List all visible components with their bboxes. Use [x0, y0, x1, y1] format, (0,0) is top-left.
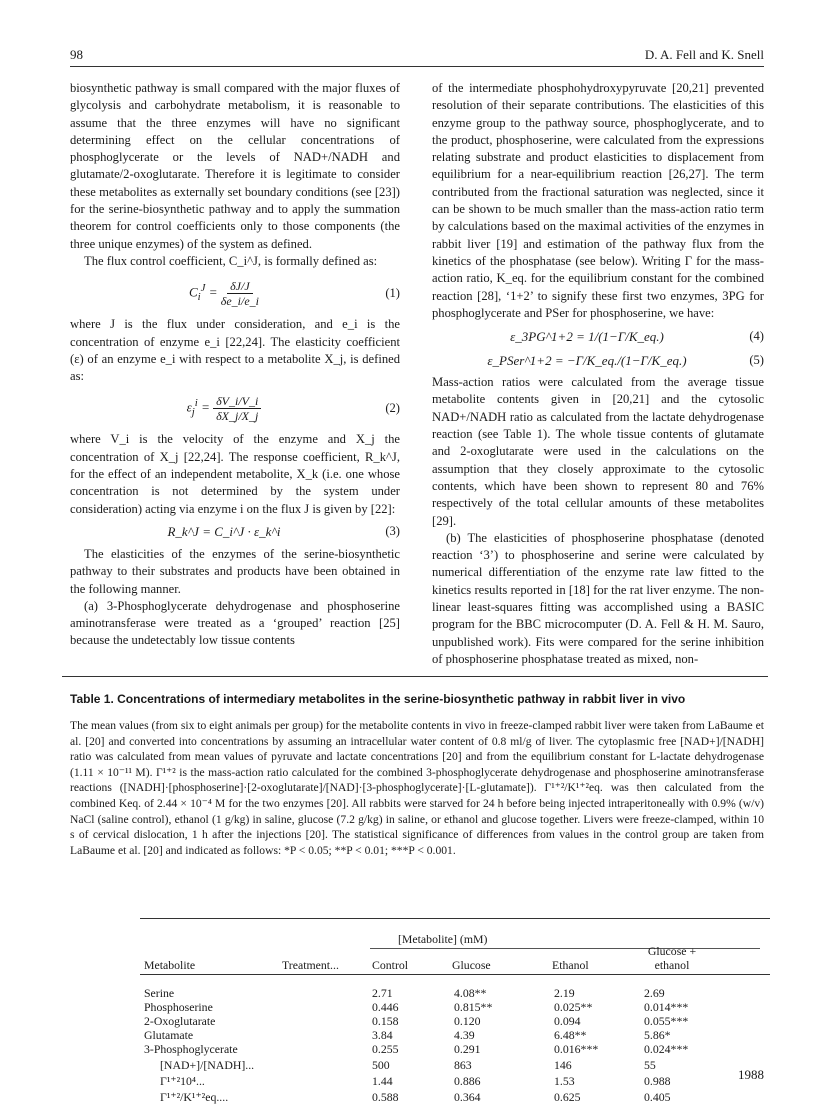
- table-cell-name: [NAD+]/[NADH]...: [160, 1058, 255, 1072]
- table-cell-name: 3-Phosphoglycerate: [144, 1042, 238, 1056]
- table-cell-name: Phosphoserine: [144, 1000, 213, 1014]
- equation-5: [432, 350, 764, 370]
- table-cell-control: 2.71: [372, 986, 393, 1000]
- table-cell-name: Glutamate: [144, 1028, 194, 1042]
- table-row: [140, 1042, 770, 1056]
- table-cell-control: 3.84: [372, 1028, 393, 1042]
- table-col-metabolite: Metabolite: [144, 958, 196, 972]
- table-cell-glucose: 4.39: [454, 1028, 475, 1042]
- page-year: 1988: [738, 1067, 764, 1082]
- table-cell-ethanol: 0.094: [554, 1014, 581, 1028]
- table-title: Table 1. Concentrations of intermediary metabolites in the serine-biosynthetic pathway in rabbit liver in vivo: [70, 692, 686, 706]
- table-cell-control: 0.255: [372, 1042, 399, 1056]
- table-cell-control: 0.158: [372, 1014, 399, 1028]
- table-header-rule-bottom: [140, 974, 770, 975]
- table-col-glucose-ethanol-line1: Glucose +: [647, 944, 697, 958]
- table-col-ethanol: Ethanol: [552, 958, 589, 972]
- table-row: [140, 1090, 770, 1104]
- table-col-control: Control: [372, 958, 409, 972]
- table-row: [140, 986, 770, 1000]
- right-paragraph-1: of the intermediate phosphohydroxypyruvate [20,21] prevented resolution of their separate contributions. The elasticities of this enzyme group to the pathway source, phosphoglycerate, and to the product, phosphoserine, were calculated from the expressions relating substrate and product elasticities to displacement from equilibrium for a near-equilibrium reaction [26,27]. The term contributed from the fractional saturation was neglected, since it can be shown to be much smaller than the mass-action ratio term by calculations based on the maximal activities of the enzymes in rabbit liver [19] and estimation of the pathway flux from the kinetics of the phosphatase (see below). Writing Γ for the mass-action ratio, K_eq. for the equilibrium constant for the combined reaction [28], ‘1+2’ to signify these first two enzymes, 3PG for phosphoglycerate and PSer for phosphoserine, we have:: [432, 81, 764, 320]
- equation-4-body: ε_3PG^1+2 = 1/(1−Γ/K_eq.): [510, 328, 664, 344]
- table-cell-ethanol: 0.016***: [554, 1042, 599, 1056]
- table-cell-ethanol: 1.53: [554, 1074, 575, 1088]
- table-cell-ge: 0.055***: [644, 1014, 689, 1028]
- left-paragraph-2: The flux control coefficient, C_i^J, is formally defined as:: [84, 253, 378, 268]
- table-cell-glucose: 0.886: [454, 1074, 481, 1088]
- table-cell-ge: 2.69: [644, 986, 665, 1000]
- table-cell-glucose: 0.815**: [454, 1000, 493, 1014]
- table-header-rule-top: [140, 918, 770, 919]
- table-cell-name: Γ¹⁺²/K¹⁺²eq....: [160, 1090, 229, 1104]
- equation-1: $C_i^J$ = $\frac{\delta J/J}{\delta e\_i/e\_i}$ (1): [188, 278, 400, 308]
- equation-2-number: (2): [385, 400, 400, 415]
- equation-1-numerator: δJ/J: [227, 279, 253, 294]
- right-column: [432, 80, 764, 668]
- table-cell-ethanol: 0.025**: [554, 1000, 593, 1014]
- table-cell-control: 0.588: [372, 1090, 399, 1104]
- table-cell-control: 1.44: [372, 1074, 393, 1088]
- table-cell-control: 500: [372, 1058, 390, 1072]
- equation-2-lhs: ε: [186, 399, 192, 415]
- equation-3-number: (3): [385, 524, 400, 539]
- table-cell-glucose: 0.364: [454, 1090, 481, 1104]
- equation-1-number: (1): [385, 285, 400, 300]
- table-cell-glucose: 0.120: [454, 1014, 481, 1028]
- table-cell-glucose: 4.08**: [454, 986, 487, 1000]
- table-cell-ethanol: 146: [554, 1058, 572, 1072]
- table-cell-ethanol: 0.625: [554, 1090, 581, 1104]
- table-cell-name: Serine: [144, 986, 175, 1000]
- equation-2-numerator: δV_i/V_i: [213, 394, 261, 409]
- left-column: [70, 80, 400, 650]
- table-cell-name: 2-Oxoglutarate: [144, 1014, 216, 1028]
- equation-5-number: (5): [749, 352, 764, 367]
- equation-5-body: ε_PSer^1+2 = −Γ/K_eq./(1−Γ/K_eq.): [487, 352, 687, 368]
- left-paragraph-4: where V_i is the velocity of the enzyme and X_j the concentration of X_j [22,24]. The response coefficient, R_k^J, for the effect of an independent metabolite, X_k (i.e. one whose concentration is not determined by the system under consideration) acting via enzyme i on the flux J is given by [22]:: [70, 432, 400, 516]
- table-row: [140, 1058, 770, 1072]
- table-cell-ethanol: 2.19: [554, 986, 575, 1000]
- table-row: [140, 1028, 770, 1042]
- table-col-treatment: Treatment...: [282, 958, 339, 972]
- page-number: 98: [70, 47, 83, 62]
- table-span-header: [Metabolite] (mM): [398, 932, 488, 946]
- table-cell-name: Γ¹⁺²10⁴...: [160, 1074, 205, 1088]
- table-cell-ge: 0.024***: [644, 1042, 689, 1056]
- equation-1-denominator: δe_i/e_i: [220, 293, 259, 308]
- table-row: [140, 1074, 770, 1088]
- equation-3-body: R_k^J = C_i^J · ε_k^i: [167, 524, 281, 540]
- table-cell-glucose: 863: [454, 1058, 472, 1072]
- equation-4: [432, 326, 764, 346]
- table-col-glucose-ethanol: [632, 944, 712, 972]
- table-row: [140, 1000, 770, 1014]
- table-row: [140, 1014, 770, 1028]
- left-paragraph-3: where J is the flux under consideration, and e_i is the concentration of enzyme e_i [22,24]. The elasticity coefficient (ε) of an enzyme e_i with respect to a metabolite X_j, is defined as:: [70, 317, 400, 384]
- table-cell-ge: 0.014***: [644, 1000, 689, 1014]
- table-cell-ethanol: 6.48**: [554, 1028, 587, 1042]
- equation-4-number: (4): [749, 328, 764, 343]
- table-cell-ge: 0.988: [644, 1074, 671, 1088]
- right-paragraph-2: Mass-action ratios were calculated from the average tissue metabolite contents given in [20,21] and the cytosolic NAD+/NADH ratio as calculated from the lactate dehydrogenase reaction (see Table 1). The whole tissue contents of glutamate and 2-oxoglutarate were used in the calculations on the assumption that they closely approximate to the cytosolic contents, which have been shown to represent 80 and 76% respectively of the total cellular amounts of these metabolites [29].: [432, 375, 764, 528]
- header-rule: [70, 66, 764, 67]
- table-col-glucose-ethanol-line2: ethanol: [654, 958, 690, 972]
- running-head-authors: D. A. Fell and K. Snell: [644, 47, 764, 62]
- left-paragraph-6: (a) 3-Phosphoglycerate dehydrogenase and phosphoserine aminotransferase were treated as a ‘grouped’ reaction [25] because the undetectably low tissue contents: [70, 598, 400, 648]
- table-cell-control: 0.446: [372, 1000, 399, 1014]
- table-top-rule: [62, 676, 768, 677]
- equation-1-lhs: C: [188, 284, 198, 300]
- equation-3: [70, 522, 400, 542]
- table-cell-glucose: 0.291: [454, 1042, 481, 1056]
- equation-2: $\varepsilon_j^i$ = $\frac{\delta V\_i/V\_i}{\delta X\_j/X\_j}$ (2): [186, 393, 400, 423]
- right-paragraph-3: (b) The elasticities of phosphoserine phosphatase (denoted reaction ‘3’) to phosphoserine and serine were calculated by numerical differentiation of the enzyme rate law fitted to the kinetics results reported in [18] for the rat liver enzyme. The non-linear least-squares fitting was accomplished using a BASIC program for the BBC microcomputer (D. A. Fell & H. M. Sauro, unpublished work). Fits were compared for the serine inhibition of phosphoserine phosphatase treated as mixed, non-: [432, 530, 764, 666]
- table-cell-ge: 0.405: [644, 1090, 671, 1104]
- table-cell-ge: 55: [644, 1058, 656, 1072]
- left-paragraph-5: The elasticities of the enzymes of the serine-biosynthetic pathway to their substrates and products have been obtained in the following manner.: [70, 546, 400, 596]
- table-cell-ge: 5.86*: [644, 1028, 671, 1042]
- left-paragraph-1: biosynthetic pathway is small compared with the major fluxes of glycolysis and carbohydrate metabolism, it is reasonable to assume that the three enzymes will have no significant determining effect on the cellular concentrations of phosphoglycerate or the levels of NAD+/NADH and glutamate/2-oxoglutarate. Therefore it is legitimate to consider these metabolites as externally set boundary conditions (see [23]) for the serine-biosynthetic pathway and to apply the summation theorem for control coefficients only to those components (the three unique enzymes) of the system as defined.: [70, 81, 400, 251]
- table-caption: The mean values (from six to eight animals per group) for the metabolite contents in vivo in freeze-clamped rabbit liver were taken from LaBaume et al. [20] and converted into concentrations by assuming an intracellular water content of 0.8 ml/g of liver. The cytoplasmic free [NAD+]/[NADH] ratio was calculated from mean values of pyruvate and lactate concentrations [20] and from the equilibrium constant for L-lactate dehydrogenase (1.11 × 10⁻¹¹ M). Γ¹⁺² is the mass-action ratio calculated for the combined 3-phosphoglycerate dehydrogenase and phosphoserine aminotransferase reactions ([NADH]·[phosphoserine]·[2-oxoglutarate]/[NAD]·[3-phosphoglycerate]·[L-glutamate]). Γ¹⁺²/K¹⁺²eq. was then calculated from the combined Keq. of 2.44 × 10⁻⁴ M for the two enzymes [20]. All rabbits were starved for 24 h before being injected intraperitoneally with 0.9% (w/v) NaCl (saline control), ethanol (1 g/kg) in saline, glucose (7.2 g/kg) in saline, or ethanol and glucose together. Livers were freeze-clamped, within 10 s of cervical dislocation, 1 h after the injections [20]. The statistical significance of differences from values in the control group are taken from LaBaume et al. [20] and indicated as follows: *P < 0.05; **P < 0.01; ***P < 0.001.: [70, 719, 764, 857]
- equation-2-denominator: δX_j/X_j: [216, 408, 259, 423]
- table-col-glucose: Glucose: [452, 958, 491, 972]
